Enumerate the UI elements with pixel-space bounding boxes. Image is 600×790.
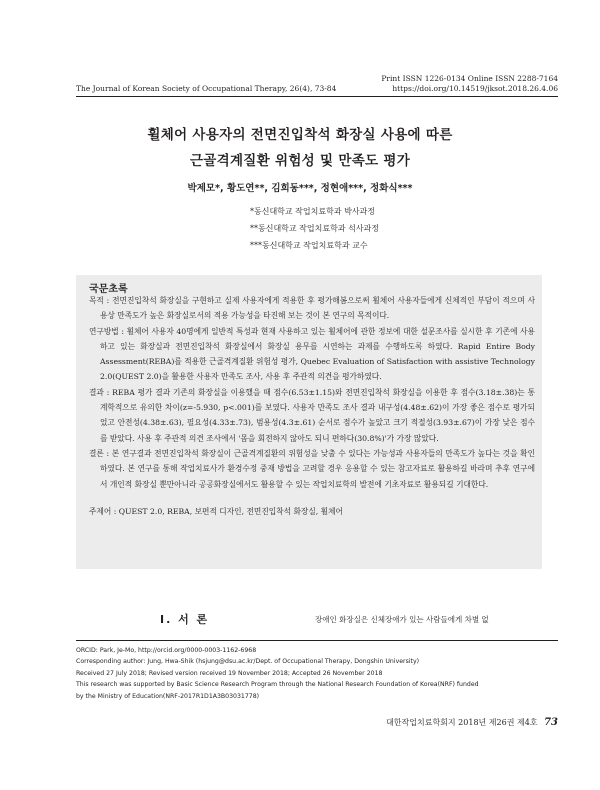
footnote-corresponding: Corresponding author: Jung, Hwa-Shik (hsjung@dsu.ac.kr/Dept. of Occupational Therapy, Dongshin University) [76, 658, 420, 666]
paper-title [0, 122, 600, 174]
section-heading-introduction: Ⅰ. 서 론 [160, 613, 210, 626]
footnote-received: Received 27 July 2018; Revised version received 19 November 2018; Accepted 26 November 2018 [76, 669, 383, 677]
journal-citation: The Journal of Korean Society of Occupational Therapy, 26(4), 73-84 [76, 84, 337, 93]
header-divider [76, 96, 558, 97]
abstract-conclusion: 결론 : 본 연구결과 전면진입착석 화장실이 근골격계질환의 위험성을 낮출 수 있다는 가능성과 사용자들의 만족도가 높다는 것을 확인하였다. 본 연구를 통해 작업치료사가 환경수정 중재 방법을 고려할 경우 응용할 수 있는 참고자료로 활용하길 바라며 추후 연구에서 개인적 화장실 뿐만아니라 공공화장실에서도 활용할 수 있는 작업치료학의 발전에 기초자료로 활용되길 기대한다. [89, 448, 535, 489]
page-footer [386, 717, 558, 728]
footnote-funding-1: This research was supported by Basic Science Research Program through the National Research Foundation of Korea(NRF) funded [76, 681, 479, 689]
title-line-2: 근골격계질환 위험성 및 만족도 평가 [189, 153, 411, 169]
affiliation-2: **동신대학교 작업치료학과 석사과정 [250, 224, 380, 233]
issn-line: Print ISSN 1226-0134 Online ISSN 2288-7164 [381, 74, 558, 83]
footnotes [76, 645, 562, 702]
doi-link[interactable]: https://doi.org/10.14519/jksot.2018.26.4.06 [392, 84, 558, 93]
affiliation-3: ***동신대학교 작업치료학과 교수 [250, 241, 368, 250]
footnote-funding-2: by the Ministry of Education(NRF-2017R1D1A3B03031778) [76, 692, 260, 700]
abstract-keywords: 주제어 : QUEST 2.0, REBA, 보편적 디자인, 전면진입착석 화장실, 휠체어 [89, 506, 343, 516]
abstract-purpose: 목적 : 전면진입착석 화장실을 구현하고 실제 사용자에게 적용한 후 평가해봄으로써 휠체어 사용자들에게 신체적인 부담이 적으며 사용상 만족도가 높은 화장실로서의 적용 가능성을 타진해 보는 것이 본 연구의 목적이다. [89, 296, 535, 321]
abstract-method: 연구방법 : 휠체어 사용자 40명에게 일반적 특성과 현재 사용하고 있는 휠체어에 관한 정보에 대한 설문조사를 실시한 후 기존에 사용하고 있는 화장실과 전면진입착석 화장실에서 화장실 용무를 시연하는 과제를 수행하도록 하였다. Rapid Entire Body Assessment(REBA)를 적용한 근골격계질환 위험성 평가, Quebec Evaluation of Satisfaction with assistive Technology 2.0(QUEST 2.0)을 활용한 사용자 만족도 조사, 사용 후 주관적 의견을 평가하였다. [89, 326, 535, 382]
footnote-divider [76, 640, 558, 641]
issn-info [381, 74, 558, 94]
footer-journal-issue: 대한작업치료학회지 2018년 제26권 제4호 [386, 718, 538, 727]
affiliation-1: *동신대학교 작업치료학과 박사과정 [250, 207, 376, 216]
author-list: 박제모*, 황도연**, 김희동***, 정현애***, 정화식*** [187, 183, 413, 194]
title-line-1: 휠체어 사용자의 전면진입착석 화장실 사용에 따른 [147, 127, 453, 143]
page-number: 73 [544, 717, 558, 728]
abstract-body [89, 293, 535, 519]
abstract-results: 결과 : REBA 평가 결과 기존의 화장실을 이용했을 때 점수(6.53±1.15)와 전면진입착석 화장실을 이용한 후 점수(3.18±.38)는 통계학적으로 유의한 차이(z=-5.930, p<.001)를 보였다. 사용자 만족도 조사 결과 내구성(4.48±.62)이 가장 좋은 점수로 평가되었고 안전성(4.38±.63), 필요성(4.33±.73), 범용성(4.3±.61) 순서로 점수가 높았고 크기 적절성(3.93±.67)이 가장 낮은 점수를 받았다. 사용 후 주관적 의견 조사에서 '몸을 회전하지 않아도 되니 편하다(30.8%)'가 가장 많았다. [89, 387, 536, 443]
introduction-first-line: 장애인 화장실은 신체장애가 있는 사람들에게 차별 없 [315, 615, 489, 624]
abstract-heading: 국문초록 [89, 284, 128, 295]
footnote-orcid: ORCID: Park, Je-Mo, http://orcid.org/0000-0003-1162-6968 [76, 647, 257, 654]
affiliations [250, 203, 379, 254]
